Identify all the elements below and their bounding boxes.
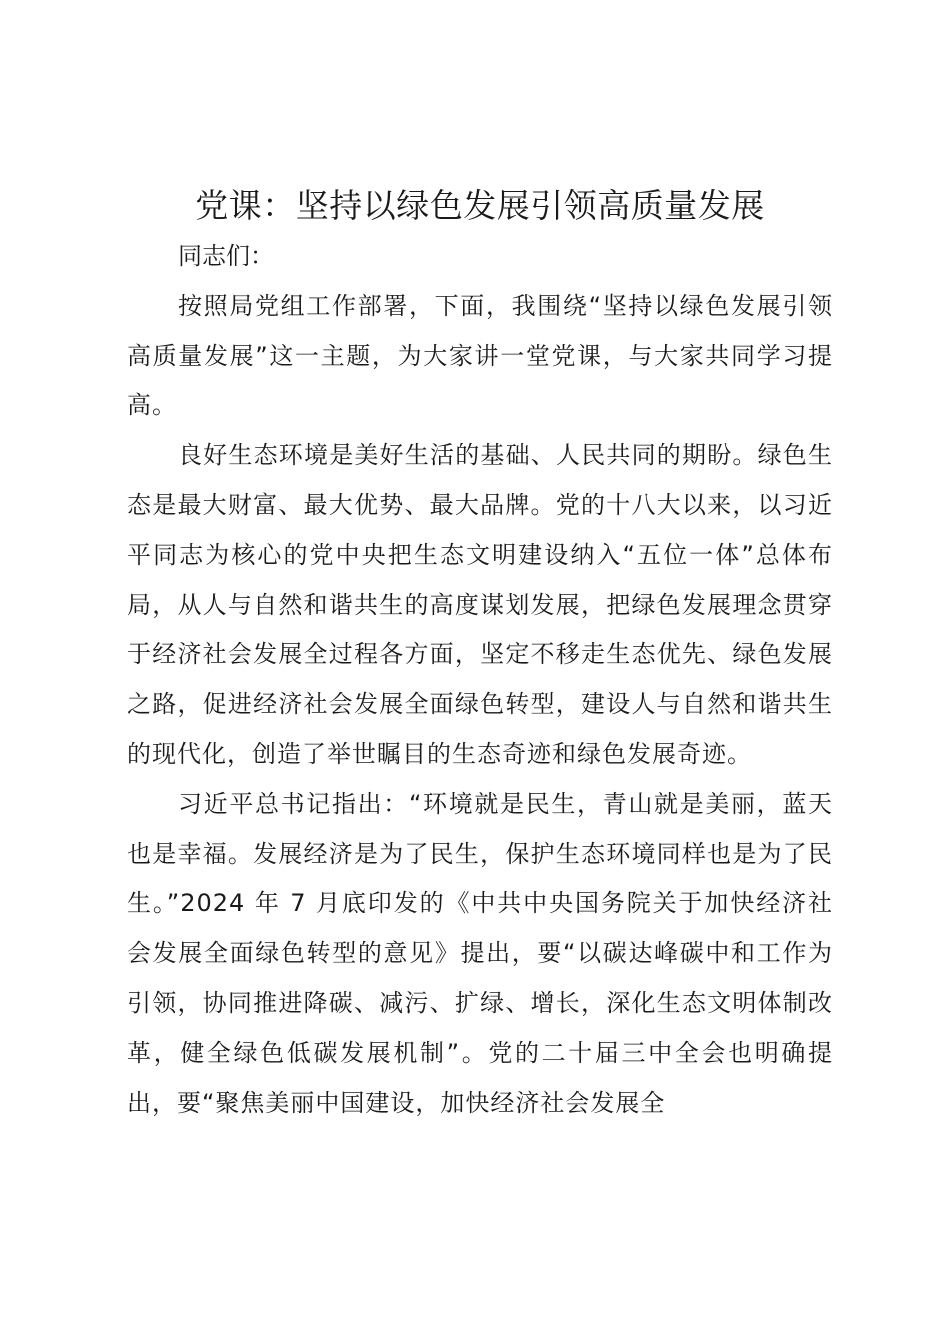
document-title: 党课：坚持以绿色发展引领高质量发展 xyxy=(195,186,765,225)
paragraph-2: 良好生态环境是美好生活的基础、人民共同的期盼。绿色生态是最大财富、最大优势、最大品牌。党的十八大以来，以习近平同志为核心的党中央把生态文明建设纳入“五位一体”总体布局，从人与自然和谐共生的高度谋划发展，把绿色发展理念贯穿于经济社会发展全过程各方面，坚定不移走生态优先、绿色发展之路，促进经济社会发展全面绿色转型，建设人与自然和谐共生的现代化，创造了举世瞩目的生态奇迹和绿色发展奇迹。 xyxy=(127,441,833,768)
paragraph-3: 习近平总书记指出：“环境就是民生，青山就是美丽，蓝天也是幸福。发展经济是为了民生，保护生态环境同样也是为了民生。”2024 年 7 月底印发的《中共中央国务院关于加快经济社会发展全面绿色转型的意见》提出，要“以碳达峰碳中和工作为引领，协同推进降碳、减污、扩绿、增长，深化生态文明体制改革，健全绿色低碳发展机制”。党的二十届三中全会也明确提出，要“聚焦美丽中国建设，加快经济社会发展全 xyxy=(127,789,833,1117)
paragraph-1: 按照局党组工作部署，下面，我围绕“坚持以绿色发展引领高质量发展”这一主题，为大家讲一堂党课，与大家共同学习提高。 xyxy=(127,291,833,420)
salutation: 同志们： xyxy=(178,242,274,270)
document-body xyxy=(127,232,833,1128)
